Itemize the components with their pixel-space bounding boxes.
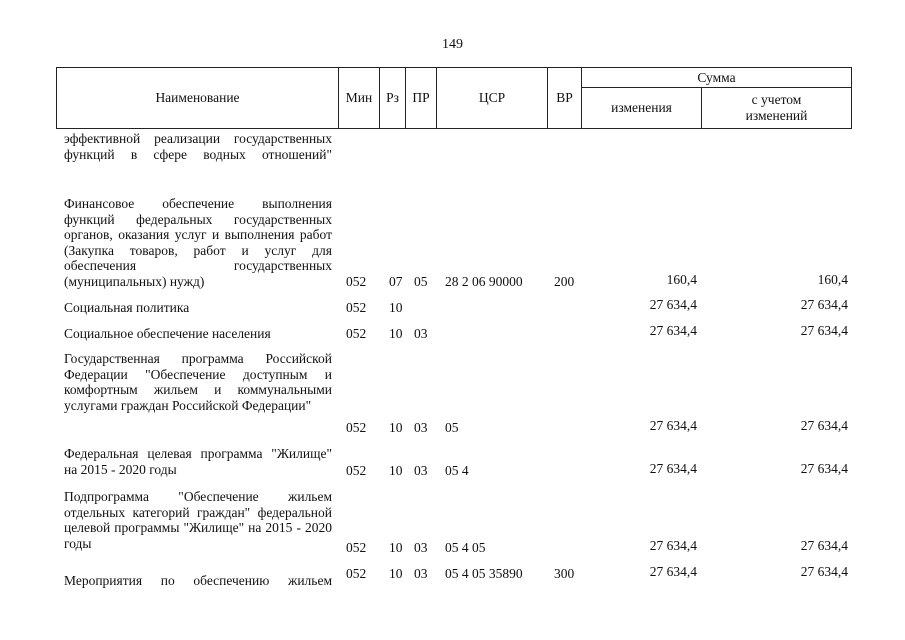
row-csr: 05 4 [445,463,469,478]
row-name: Финансовое обеспечение выполнения функций федеральных государственных органов, оказания услуг и выполнения работ (Закупка товаров, работ и услуг для обеспечения государственных (муниципальных) нужд) [64,196,332,289]
row-csr: 05 4 05 35890 [445,566,523,581]
row-rz: 10 [389,566,403,581]
header-rz: Рз [379,67,406,129]
row-rz: 10 [389,540,403,555]
row-name: Подпрограмма "Обеспечение жильем отдельных категорий граждан" федеральной целевой программы "Жилище" на 2015 - 2020 годы [64,489,332,551]
row-pr: 05 [414,274,428,289]
row-name: Федеральная целевая программа "Жилище" на 2015 - 2020 годы [64,446,332,477]
header-total: с учетом изменений [701,87,852,129]
header-pr: ПР [405,67,437,129]
row-pr: 03 [414,566,428,581]
page-number: 149 [442,37,463,52]
row-pr: 03 [414,463,428,478]
row-name: Социальная политика [64,300,190,315]
row-total: 27 634,4 [800,323,848,338]
row-name: Государственная программа Российской Федерации "Обеспечение доступным и комфортным жильем и коммунальными услугами граждан Российской Федерации" [64,351,332,413]
row-total: 160,4 [817,272,848,287]
row-vr: 200 [554,274,575,289]
row-min: 052 [346,326,367,341]
row-rz: 10 [389,463,403,478]
row-csr: 05 [445,420,459,435]
row-izm: 27 634,4 [649,564,697,579]
header-summa: Сумма [581,67,852,88]
row-pr: 03 [414,326,428,341]
row-total: 27 634,4 [800,564,848,579]
row-csr: 28 2 06 90000 [445,274,523,289]
header-csr: ЦСР [436,67,548,129]
row-min: 052 [346,274,367,289]
row-name: Социальное обеспечение населения [64,326,271,341]
row-izm: 27 634,4 [649,418,697,433]
row-total: 27 634,4 [800,418,848,433]
row-csr: 05 4 05 [445,540,486,555]
row-rz: 10 [389,300,403,315]
row-total: 27 634,4 [800,297,848,312]
row-rz: 10 [389,326,403,341]
row-izm: 27 634,4 [649,538,697,553]
row-min: 052 [346,540,367,555]
row-pr: 03 [414,420,428,435]
row-izm: 27 634,4 [649,323,697,338]
row-min: 052 [346,300,367,315]
row-vr: 300 [554,566,575,581]
row-rz: 07 [389,274,403,289]
header-min: Мин [338,67,380,129]
row-izm: 27 634,4 [649,297,697,312]
row-name: эффективной реализации государственных функций в сфере водных отношений" [64,131,332,162]
row-total: 27 634,4 [800,538,848,553]
row-total: 27 634,4 [800,461,848,476]
row-rz: 10 [389,420,403,435]
row-izm: 27 634,4 [649,461,697,476]
row-name: Мероприятия по обеспечению жильем [64,573,332,588]
row-min: 052 [346,420,367,435]
row-min: 052 [346,463,367,478]
header-vr: ВР [547,67,582,129]
header-izm: изменения [581,87,702,129]
row-pr: 03 [414,540,428,555]
header-name: Наименование [56,67,339,129]
row-izm: 160,4 [666,272,697,287]
row-min: 052 [346,566,367,581]
